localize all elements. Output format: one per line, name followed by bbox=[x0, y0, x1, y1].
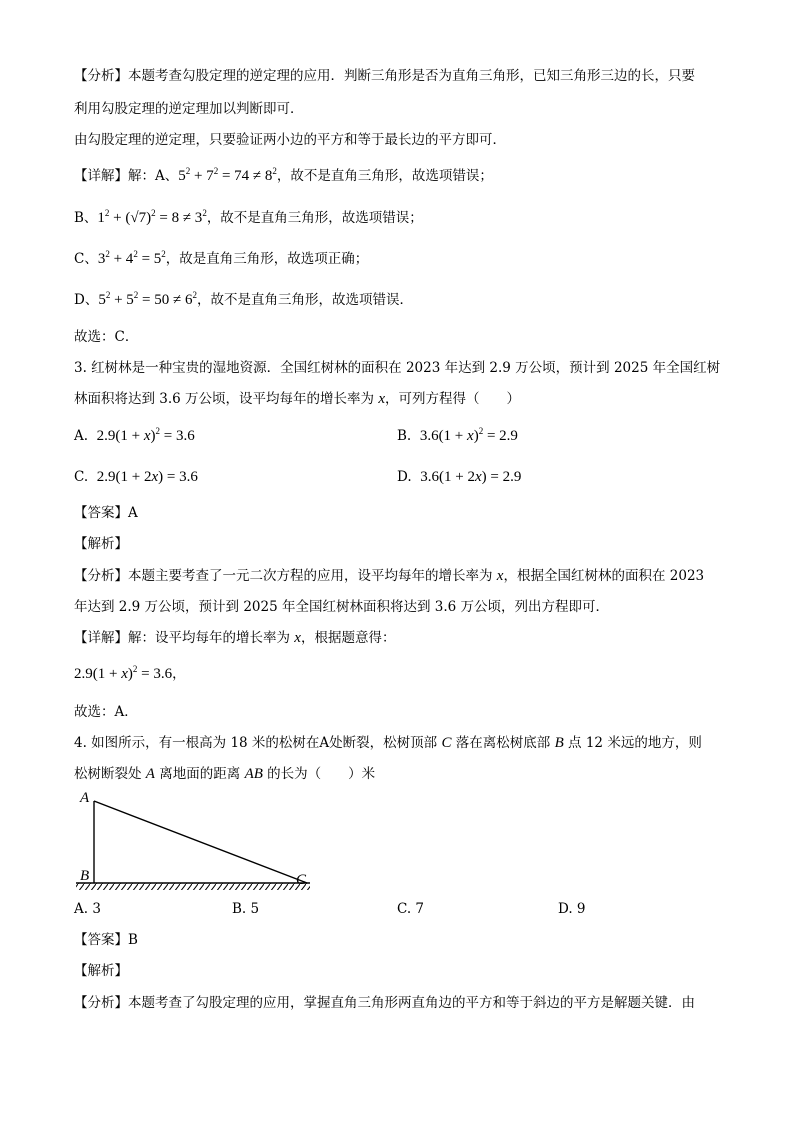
equation-b: $1^2 + (√7)^2 = 8 \ne 3^2$ bbox=[97, 208, 207, 226]
equation-d: $5^2 + 5^2 = 50 \ne 6^2$ bbox=[98, 290, 197, 308]
equation-3: $2.9(1 + x)^2 = 3.6$， bbox=[74, 664, 186, 682]
ground-hatching bbox=[76, 883, 310, 890]
choice-3: 故选：A． bbox=[74, 704, 138, 720]
jiexi-4: 【解析】 bbox=[74, 963, 128, 979]
label-c: C bbox=[296, 872, 307, 888]
option-3a: A. $2.9(1 + x)^2 = 3.6$ bbox=[74, 426, 195, 444]
analysis-3-line-2: 年达到 2.9 万公顷，预计到 2025 年全国红树林面积将达到 3.6 万公顷，列出方程即可． bbox=[74, 599, 610, 615]
tree-triangle-figure bbox=[72, 788, 322, 898]
detail-line-b: B、$1^2 + (√7)^2 = 8 \ne 3^2$，故不是直角三角形，故选项错误； bbox=[74, 208, 423, 226]
analysis-line-1: 【分析】本题考查勾股定理的逆定理的应用．判断三角形是否为直角三角形，已知三角形三边的长，只要 bbox=[74, 68, 695, 84]
analysis-3-line-1: 【分析】本题主要考查了一元二次方程的应用，设平均每年的增长率为 x，根据全国红树林的面积在 2023 bbox=[74, 568, 705, 584]
option-3d: D. 3.6(1 + 2x) = 2.9 bbox=[397, 469, 522, 485]
label-b: B bbox=[80, 868, 90, 884]
detail-line-d: D、$5^2 + 5^2 = 50 \ne 6^2$，故不是直角三角形，故选项错误． bbox=[74, 290, 413, 308]
option-4d: D. 9 bbox=[558, 901, 586, 917]
option-4c: C. 7 bbox=[397, 901, 425, 917]
equation-a: $5^2 + 7^2 = 74 \ne 8^2$ bbox=[178, 166, 277, 184]
choice-line-1: 故选：C． bbox=[74, 329, 139, 345]
answer-4: 【答案】B bbox=[74, 932, 138, 948]
question-3-line-2: 林面积将达到 3.6 万公顷，设平均每年的增长率为 x，可列方程得（ ） bbox=[74, 391, 521, 407]
equation-c: $3^2 + 4^2 = 5^2$ bbox=[97, 249, 166, 267]
analysis-line-2: 利用勾股定理的逆定理加以判断即可． bbox=[74, 101, 304, 117]
option-3b: B. $3.6(1 + x)^2 = 2.9$ bbox=[397, 426, 518, 444]
answer-3: 【答案】A bbox=[74, 505, 138, 521]
analysis-4-line-1: 【分析】本题考查了勾股定理的应用，掌握直角三角形两直角边的平方和等于斜边的平方是解题关键．由 bbox=[74, 995, 695, 1011]
question-4-line-1: 4. 如图所示，有一根高为 18 米的松树在A处断裂，松树顶部 C 落在离松树底部 B 点 12 米远的地方，则 bbox=[74, 735, 702, 751]
label-a: A bbox=[80, 790, 90, 806]
jiexi-3: 【解析】 bbox=[74, 536, 128, 552]
detail-3-line: 【详解】解：设平均每年的增长率为 x，根据题意得： bbox=[74, 630, 396, 646]
segment-ac bbox=[94, 801, 307, 883]
option-4a: A. 3 bbox=[74, 901, 101, 917]
option-3c: C. 2.9(1 + 2x) = 3.6 bbox=[74, 469, 198, 485]
detail-line-a bbox=[74, 166, 493, 186]
question-4-line-2: 松树断裂处 A 离地面的距离 AB 的长为（ ）米 bbox=[74, 766, 376, 782]
detail-prefix: 【详解】解：A、 bbox=[74, 168, 179, 184]
analysis-line-3: 由勾股定理的逆定理，只要验证两小边的平方和等于最长边的平方即可． bbox=[74, 132, 506, 148]
detail-suffix: ，故不是直角三角形，故选项错误； bbox=[276, 168, 493, 184]
question-3-line-1: 3. 红树林是一种宝贵的湿地资源．全国红树林的面积在 2023 年达到 2.9 万公顷，预计到 2025 年全国红树 bbox=[74, 360, 721, 376]
detail-line-c: C、$3^2 + 4^2 = 5^2$，故是直角三角形，故选项正确； bbox=[74, 249, 369, 267]
option-4b: B. 5 bbox=[232, 901, 260, 917]
